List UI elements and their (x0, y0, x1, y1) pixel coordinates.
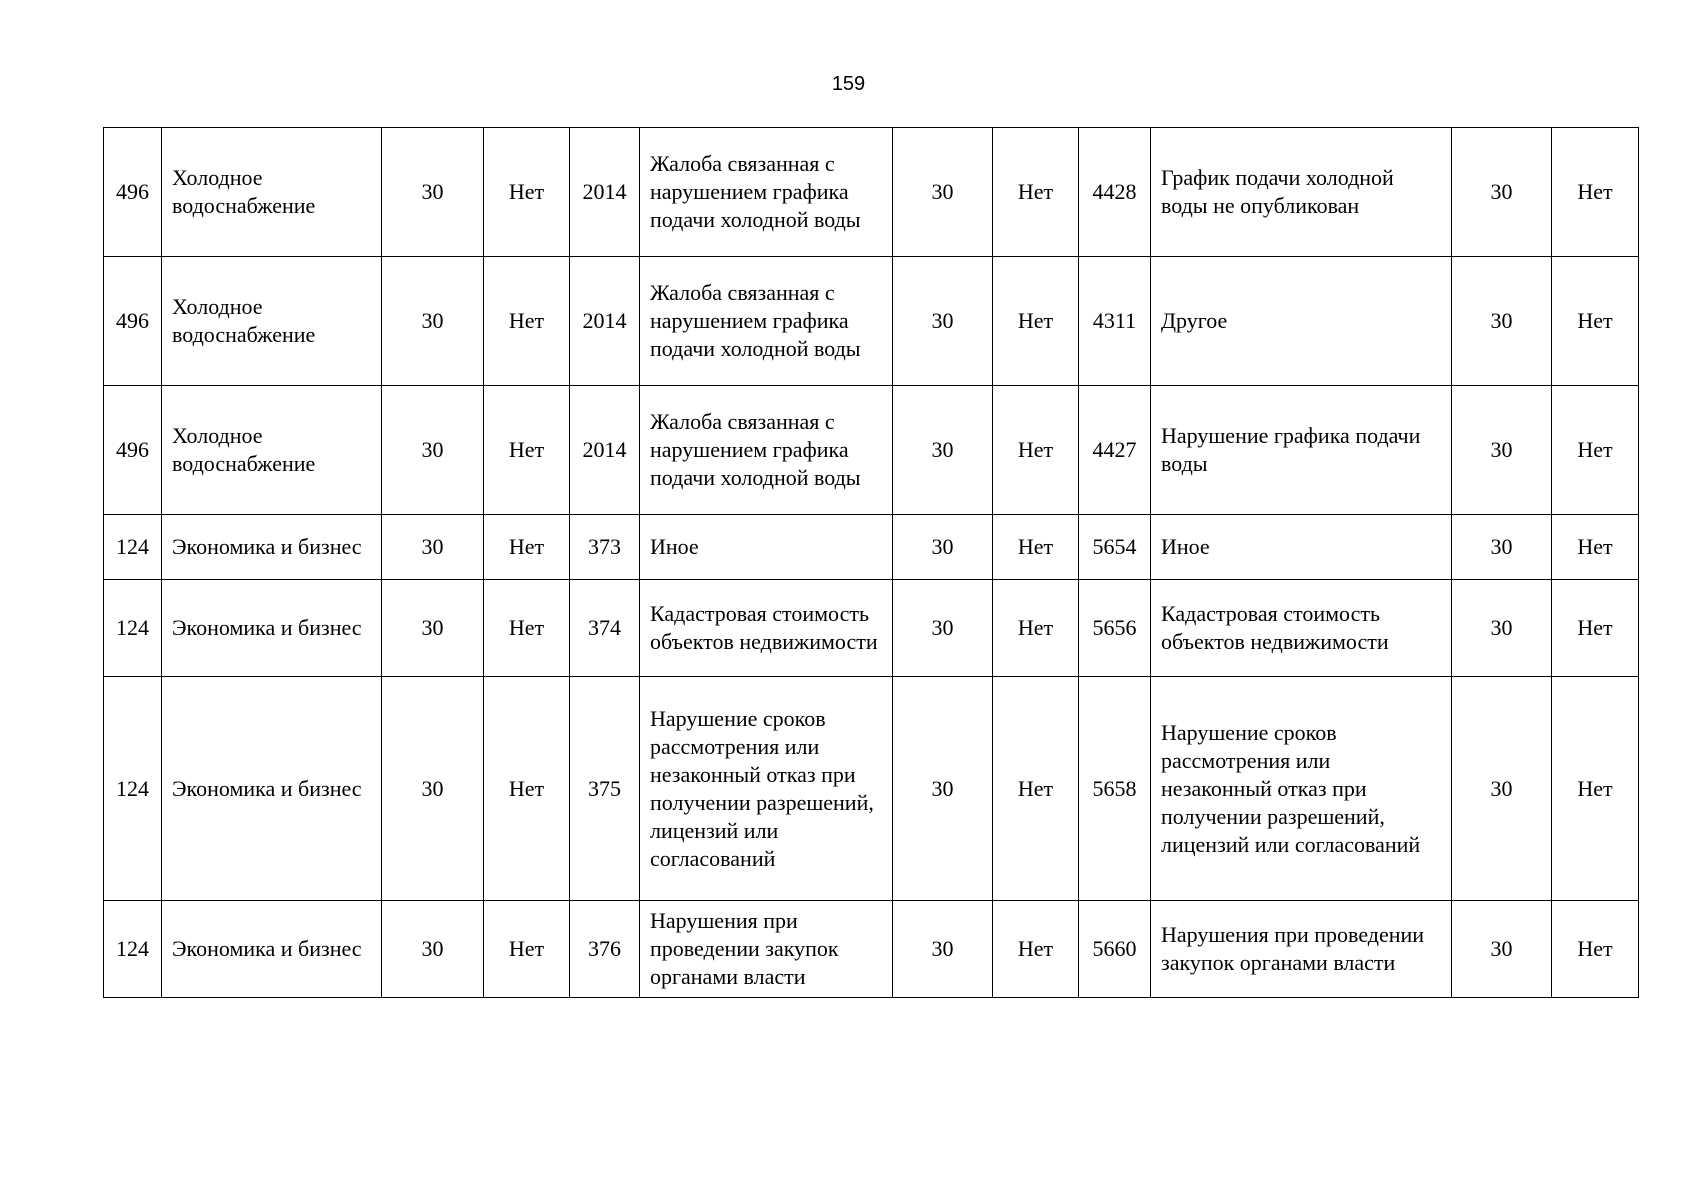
topic-days-cell: 30 (1452, 901, 1552, 998)
topic-flag-cell: Нет (1552, 386, 1639, 515)
topic-id-cell: 5654 (1079, 515, 1151, 580)
topic-id-cell: 4311 (1079, 257, 1151, 386)
category-flag-cell: Нет (484, 257, 570, 386)
topic-flag-cell: Нет (1552, 580, 1639, 677)
category-flag-cell: Нет (484, 677, 570, 901)
category-name-cell: Холодное водоснабжение (162, 257, 382, 386)
topic-name-cell: Нарушение графика подачи воды (1151, 386, 1452, 515)
topic-days-cell: 30 (1452, 257, 1552, 386)
topic-flag-cell: Нет (1552, 257, 1639, 386)
topic-id-cell: 4428 (1079, 128, 1151, 257)
category-flag-cell: Нет (484, 386, 570, 515)
topic-days-cell: 30 (1452, 386, 1552, 515)
category-id-cell: 496 (104, 257, 162, 386)
table-row (104, 386, 1639, 515)
category-days-cell: 30 (382, 386, 484, 515)
topic-flag-cell: Нет (1552, 677, 1639, 901)
topic-days-cell: 30 (1452, 128, 1552, 257)
subcategory-flag-cell: Нет (993, 677, 1079, 901)
subcategory-days-cell: 30 (893, 515, 993, 580)
subcategory-flag-cell: Нет (993, 128, 1079, 257)
category-days-cell: 30 (382, 580, 484, 677)
subcategory-flag-cell: Нет (993, 257, 1079, 386)
subcategory-name-cell: Жалоба связанная с нарушением графика подачи холодной воды (640, 257, 893, 386)
topic-id-cell: 4427 (1079, 386, 1151, 515)
category-flag-cell: Нет (484, 515, 570, 580)
table-row (104, 901, 1639, 998)
topic-flag-cell: Нет (1552, 128, 1639, 257)
subcategory-id-cell: 375 (570, 677, 640, 901)
subcategory-days-cell: 30 (893, 386, 993, 515)
table-row (104, 515, 1639, 580)
category-name-cell: Холодное водоснабжение (162, 386, 382, 515)
subcategory-flag-cell: Нет (993, 386, 1079, 515)
subcategory-days-cell: 30 (893, 580, 993, 677)
category-name-cell: Экономика и бизнес (162, 580, 382, 677)
category-name-cell: Холодное водоснабжение (162, 128, 382, 257)
subcategory-days-cell: 30 (893, 257, 993, 386)
subcategory-days-cell: 30 (893, 677, 993, 901)
topic-days-cell: 30 (1452, 515, 1552, 580)
subcategory-name-cell: Нарушения при проведении закупок органами власти (640, 901, 893, 998)
category-days-cell: 30 (382, 128, 484, 257)
topic-name-cell: Кадастровая стоимость объектов недвижимости (1151, 580, 1452, 677)
topic-id-cell: 5656 (1079, 580, 1151, 677)
subcategory-name-cell: Жалоба связанная с нарушением графика подачи холодной воды (640, 386, 893, 515)
subcategory-days-cell: 30 (893, 128, 993, 257)
table-row (104, 580, 1639, 677)
page-number: 159 (831, 73, 866, 95)
subcategory-name-cell: Кадастровая стоимость объектов недвижимости (640, 580, 893, 677)
data-table (103, 127, 1639, 998)
category-days-cell: 30 (382, 257, 484, 386)
subcategory-id-cell: 376 (570, 901, 640, 998)
subcategory-id-cell: 2014 (570, 386, 640, 515)
topic-days-cell: 30 (1452, 580, 1552, 677)
subcategory-id-cell: 2014 (570, 128, 640, 257)
table-body (104, 128, 1639, 998)
category-id-cell: 124 (104, 515, 162, 580)
subcategory-id-cell: 374 (570, 580, 640, 677)
subcategory-flag-cell: Нет (993, 901, 1079, 998)
subcategory-name-cell: Жалоба связанная с нарушением графика подачи холодной воды (640, 128, 893, 257)
category-days-cell: 30 (382, 515, 484, 580)
subcategory-days-cell: 30 (893, 901, 993, 998)
topic-id-cell: 5658 (1079, 677, 1151, 901)
subcategory-name-cell: Нарушение сроков рассмотрения или незаконный отказ при получении разрешений, лицензий или согласований (640, 677, 893, 901)
topic-flag-cell: Нет (1552, 515, 1639, 580)
subcategory-flag-cell: Нет (993, 515, 1079, 580)
topic-name-cell: Нарушение сроков рассмотрения или незаконный отказ при получении разрешений, лицензий или согласований (1151, 677, 1452, 901)
category-days-cell: 30 (382, 901, 484, 998)
topic-days-cell: 30 (1452, 677, 1552, 901)
category-flag-cell: Нет (484, 128, 570, 257)
topic-flag-cell: Нет (1552, 901, 1639, 998)
category-id-cell: 124 (104, 580, 162, 677)
category-name-cell: Экономика и бизнес (162, 515, 382, 580)
topic-name-cell: График подачи холодной воды не опубликован (1151, 128, 1452, 257)
category-name-cell: Экономика и бизнес (162, 901, 382, 998)
category-id-cell: 496 (104, 386, 162, 515)
subcategory-name-cell: Иное (640, 515, 893, 580)
topic-name-cell: Нарушения при проведении закупок органами власти (1151, 901, 1452, 998)
table-row (104, 257, 1639, 386)
subcategory-id-cell: 373 (570, 515, 640, 580)
category-days-cell: 30 (382, 677, 484, 901)
category-id-cell: 496 (104, 128, 162, 257)
table-row (104, 677, 1639, 901)
subcategory-flag-cell: Нет (993, 580, 1079, 677)
subcategory-id-cell: 2014 (570, 257, 640, 386)
category-name-cell: Экономика и бизнес (162, 677, 382, 901)
topic-name-cell: Другое (1151, 257, 1452, 386)
topic-id-cell: 5660 (1079, 901, 1151, 998)
table-row (104, 128, 1639, 257)
category-id-cell: 124 (104, 677, 162, 901)
category-flag-cell: Нет (484, 901, 570, 998)
category-id-cell: 124 (104, 901, 162, 998)
category-flag-cell: Нет (484, 580, 570, 677)
topic-name-cell: Иное (1151, 515, 1452, 580)
